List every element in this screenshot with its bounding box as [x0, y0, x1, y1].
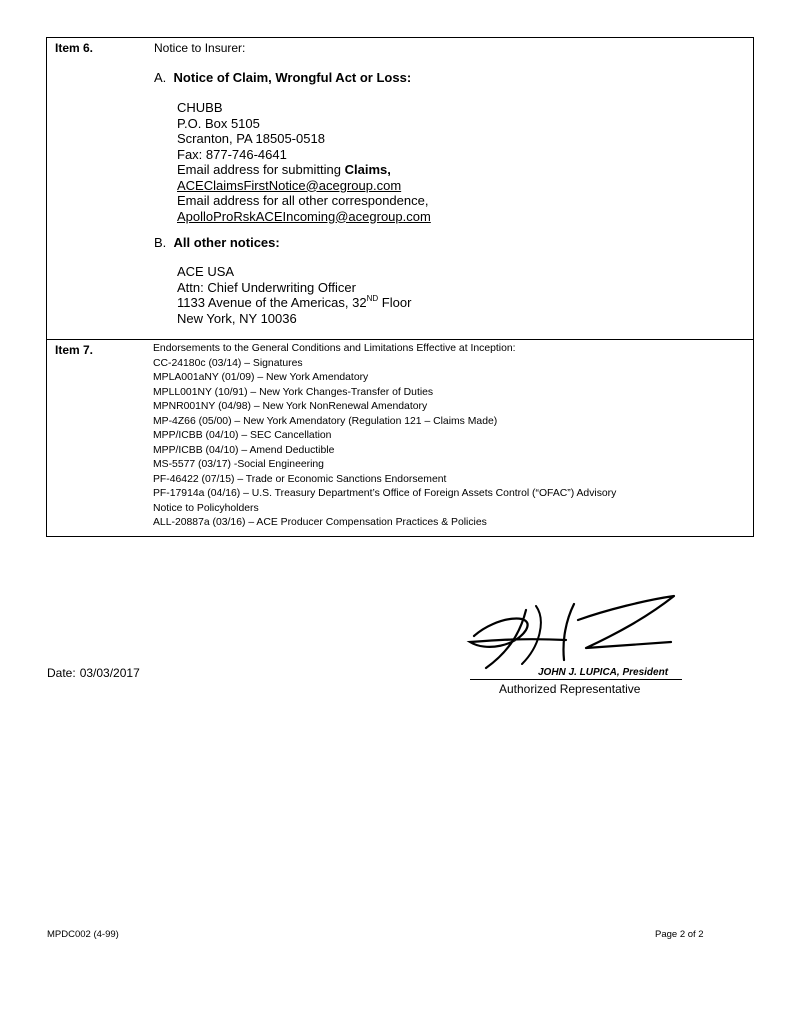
page-number: Page 2 of 2 [655, 929, 704, 940]
item6-row [47, 38, 753, 340]
ace-address-block [177, 264, 411, 326]
other-email-intro: Email address for all other correspondence, [177, 193, 429, 208]
section-b-title: All other notices: [173, 235, 280, 250]
notice-to-insurer-title: Notice to Insurer: [154, 41, 246, 55]
endorsement-list [153, 342, 616, 531]
endorsement-line: PF-17914a (04/16) – U.S. Treasury Department’s Office of Foreign Assets Control (“OFAC”) Advisory [153, 488, 617, 499]
endorsement-line: CC-24180c (03/14) – Signatures [153, 357, 303, 369]
date-block [47, 666, 140, 680]
signature-printed-name: JOHN J. LUPICA, President [538, 667, 669, 678]
chubb-po-box: P.O. Box 5105 [177, 115, 260, 131]
endorsement-line: MPP/ICBB (04/10) – SEC Cancellation [153, 430, 332, 441]
item6-label: Item 6. [55, 41, 94, 55]
chubb-city: Scranton, PA 18505-0518 [177, 131, 325, 146]
endorsement-line: MPLA001aNY (01/09) – New York Amendatory [153, 372, 369, 383]
date-value: 03/03/2017 [79, 666, 140, 680]
ace-street-sup: ND [366, 294, 379, 303]
endorsement-line: Notice to Policyholders [153, 502, 259, 514]
date-label: Date: [47, 666, 76, 680]
endorsement-line: MPNR001NY (04/98) – New York NonRenewal Amendatory [153, 401, 428, 412]
handwritten-signature-icon [466, 590, 686, 690]
section-b-heading [154, 235, 280, 250]
ace-street-main: 1133 Avenue of the Americas, 32 [177, 295, 367, 310]
signature-line [470, 679, 682, 680]
endorsement-line: MPLL001NY (10/91) – New York Changes-Transfer of Duties [153, 386, 434, 398]
claims-email-intro-text: Email address for submitting [177, 162, 345, 177]
chubb-company: CHUBB [177, 100, 223, 115]
claims-email-intro-bold: Claims, [344, 162, 391, 177]
endorsement-line: Endorsements to the General Conditions and Limitations Effective at Inception: [153, 343, 516, 354]
claims-email-link[interactable]: ACEClaimsFirstNotice@acegroup.com [177, 177, 402, 193]
ace-street-floor: Floor [378, 295, 412, 310]
item7-row [47, 340, 753, 536]
claims-email-intro [177, 162, 431, 178]
endorsement-line: MS-5577 (03/17) -Social Engineering [153, 459, 324, 470]
endorsement-line: PF-46422 (07/15) – Trade or Economic Sanctions Endorsement [153, 473, 447, 485]
endorsement-line: MPP/ICBB (04/10) – Amend Deductible [153, 444, 335, 456]
chubb-address-block [177, 100, 431, 224]
document-table [46, 37, 754, 537]
ace-attn: Attn: Chief Underwriting Officer [177, 279, 356, 295]
section-b-prefix: B. [154, 235, 167, 250]
signature [466, 590, 686, 690]
ace-company: ACE USA [177, 264, 235, 279]
section-a-heading [154, 70, 411, 85]
item7-label: Item 7. [55, 343, 94, 357]
endorsement-line: MP-4Z66 (05/00) – New York Amendatory (Regulation 121 – Claims Made) [153, 415, 498, 427]
form-code: MPDC002 (4-99) [47, 929, 119, 940]
ace-city: New York, NY 10036 [177, 310, 297, 326]
section-a-title: Notice of Claim, Wrongful Act or Loss: [173, 70, 412, 85]
other-email-link[interactable]: ApolloProRskACEIncoming@acegroup.com [177, 208, 431, 224]
endorsement-line: ALL-20887a (03/16) – ACE Producer Compensation Practices & Policies [153, 517, 487, 528]
chubb-fax: Fax: 877-746-4641 [177, 146, 287, 162]
ace-street [177, 295, 411, 311]
authorized-representative-caption: Authorized Representative [499, 682, 641, 696]
section-a-prefix: A. [154, 70, 167, 85]
